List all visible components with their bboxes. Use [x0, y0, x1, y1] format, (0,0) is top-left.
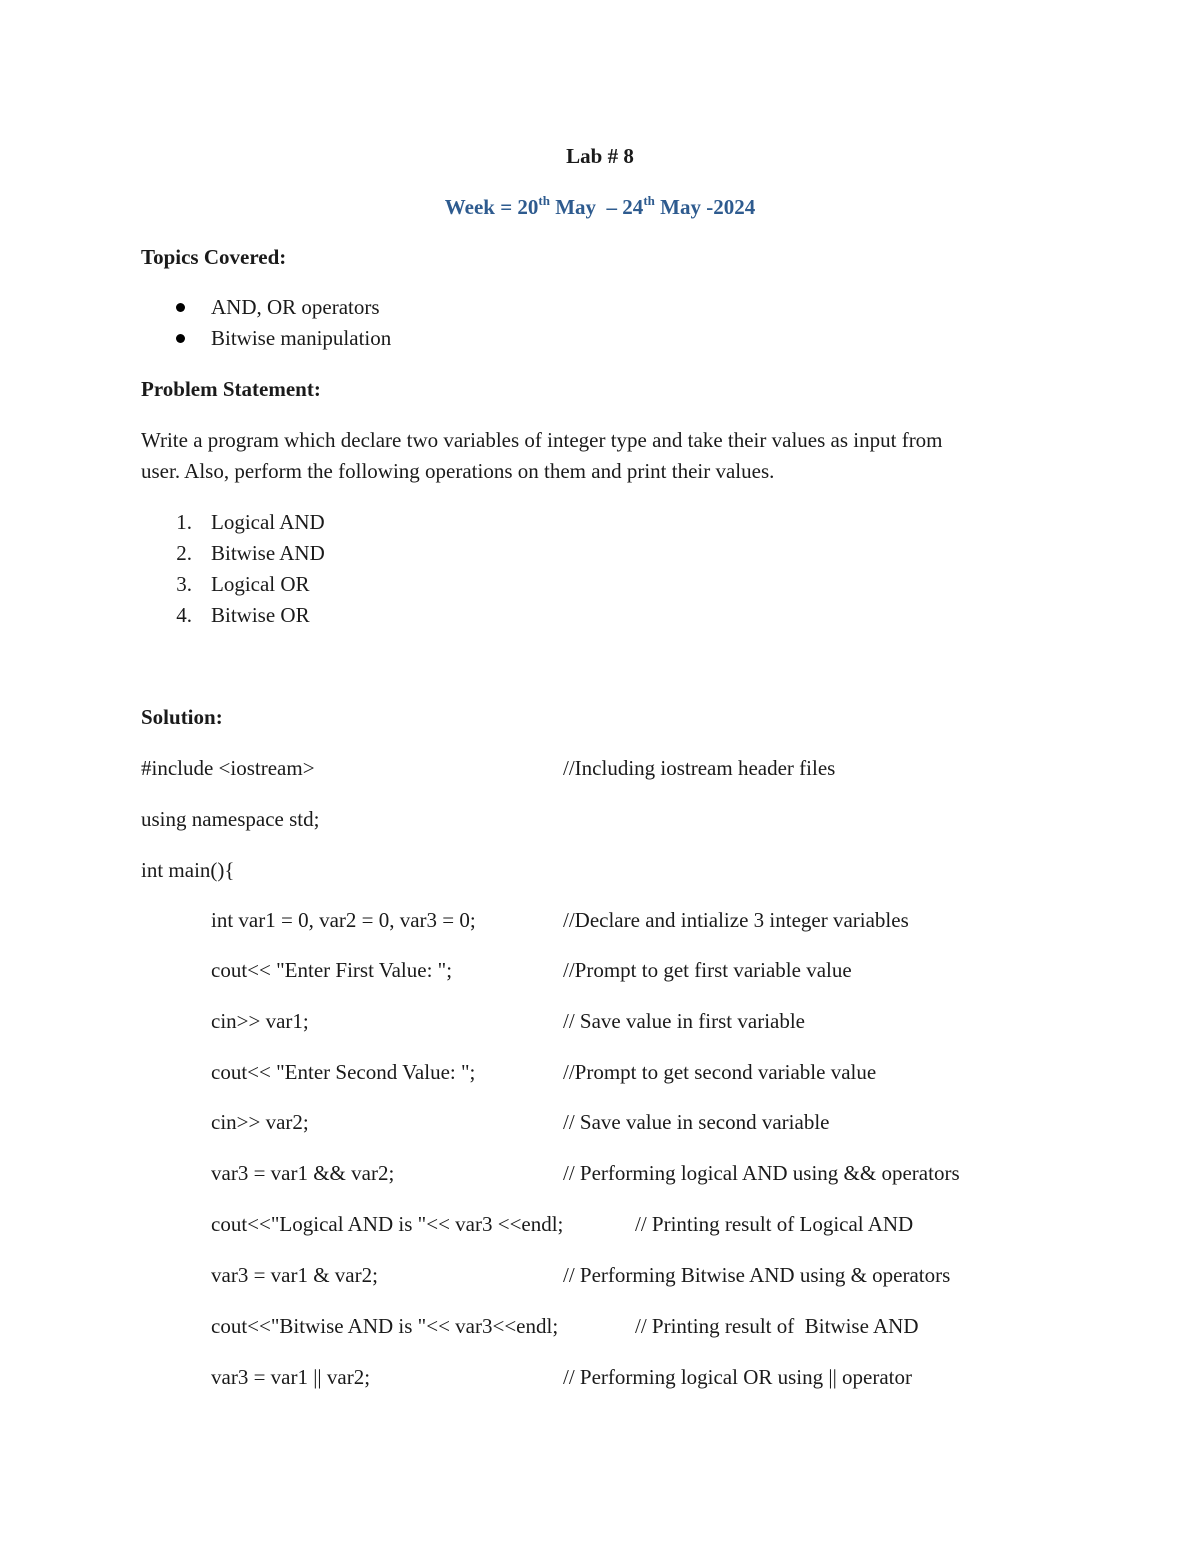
problem-heading: Problem Statement: [141, 377, 321, 401]
code-line: cin>> var1; [211, 1009, 309, 1033]
code-line: int main(){ [141, 858, 235, 882]
topic-item: AND, OR operators [211, 295, 380, 319]
operation-item: Logical AND [211, 510, 325, 534]
code-line: var3 = var1 & var2; [211, 1263, 378, 1287]
code-comment: // Performing logical AND using && operators [563, 1161, 960, 1185]
week-mid: May – 24 [549, 195, 644, 219]
operation-item: Bitwise AND [211, 541, 325, 565]
week-range [0, 193, 1200, 219]
code-comment: // Save value in first variable [563, 1009, 806, 1033]
code-comment: // Performing Bitwise AND using & operators [563, 1263, 951, 1287]
list-number: 2. [176, 541, 192, 565]
code-comment: //Prompt to get second variable value [563, 1060, 877, 1084]
code-comment: //Including iostream header files [563, 756, 836, 780]
operation-item: Logical OR [211, 572, 310, 596]
code-comment: // Printing result of Logical AND [635, 1212, 914, 1236]
code-comment: //Declare and intialize 3 integer variables [563, 908, 909, 932]
week-prefix: Week = 20 [444, 195, 539, 219]
week-sup-2: th [643, 193, 655, 208]
list-number: 3. [176, 572, 192, 596]
bullet-icon [176, 334, 185, 343]
code-comment: // Printing result of Bitwise AND [635, 1314, 919, 1338]
topics-heading: Topics Covered: [141, 245, 287, 269]
week-suffix: May -2024 [654, 195, 756, 219]
operation-item: Bitwise OR [211, 603, 310, 627]
code-comment: // Performing logical OR using || operator [563, 1365, 913, 1389]
topic-item: Bitwise manipulation [211, 326, 392, 350]
problem-line: user. Also, perform the following operations on them and print their values. [141, 459, 775, 483]
code-comment: // Save value in second variable [563, 1110, 830, 1134]
code-line: cout<< "Enter First Value: "; [211, 958, 453, 982]
solution-heading: Solution: [141, 705, 223, 729]
week-sup-1: th [538, 193, 550, 208]
code-line: var3 = var1 && var2; [211, 1161, 395, 1185]
code-line: var3 = var1 || var2; [211, 1365, 371, 1389]
code-line: cin>> var2; [211, 1110, 309, 1134]
code-line: cout<< "Enter Second Value: "; [211, 1060, 476, 1084]
code-line: int var1 = 0, var2 = 0, var3 = 0; [211, 908, 476, 932]
code-line: using namespace std; [141, 807, 320, 831]
code-line: cout<<"Logical AND is "<< var3 <<endl; [211, 1212, 564, 1236]
list-number: 1. [176, 510, 192, 534]
code-comment: //Prompt to get first variable value [563, 958, 852, 982]
code-line: #include <iostream> [141, 756, 315, 780]
problem-line: Write a program which declare two variables of integer type and take their values as input from [141, 428, 943, 452]
code-line: cout<<"Bitwise AND is "<< var3<<endl; [211, 1314, 559, 1338]
lab-title: Lab # 8 [566, 144, 634, 168]
bullet-icon [176, 303, 185, 312]
list-number: 4. [176, 603, 192, 627]
